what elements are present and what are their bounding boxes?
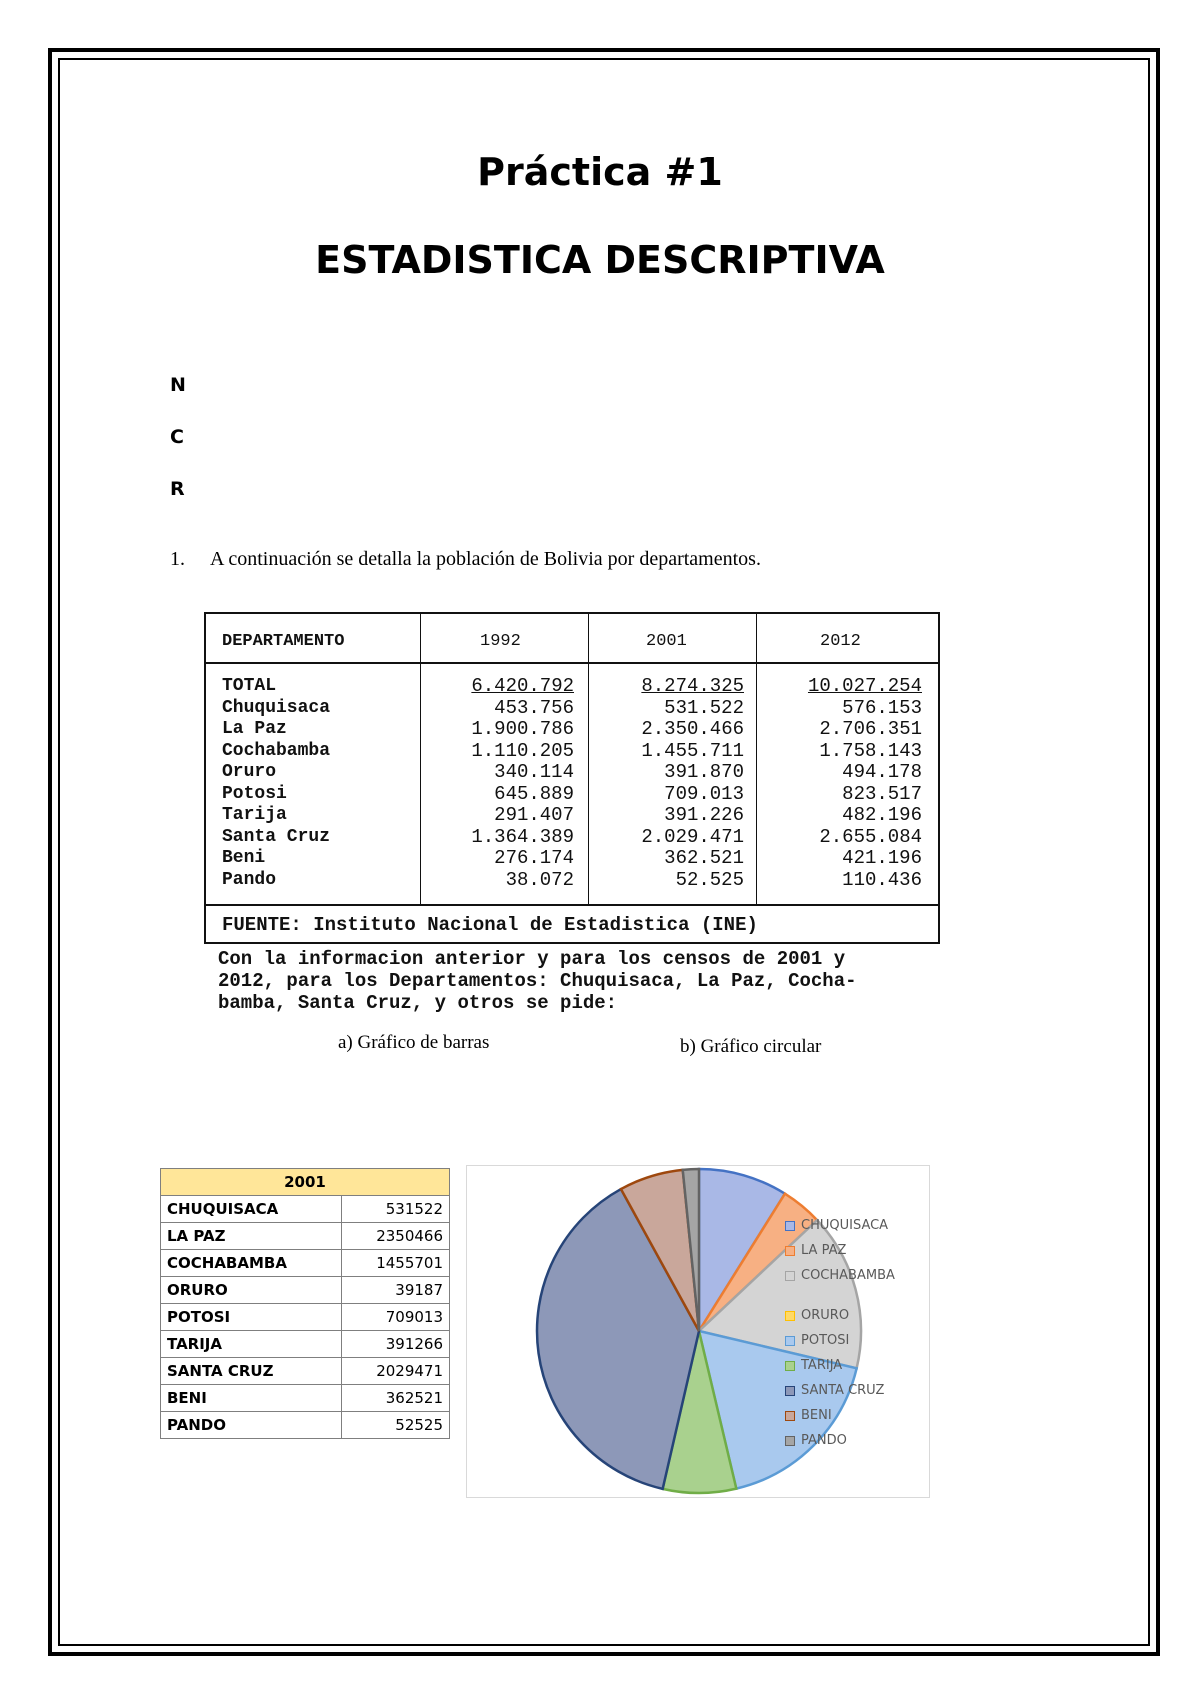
dept-la-paz: La Paz	[222, 719, 287, 739]
row-name: COCHABAMBA	[161, 1250, 342, 1277]
values-2012	[762, 676, 922, 891]
value-2012: 1.758.143	[819, 739, 922, 762]
question-text: A continuación se detalla la población de Bolivia por departamentos.	[210, 548, 761, 570]
table-row	[161, 1304, 450, 1331]
legend-label: ORURO	[801, 1308, 850, 1323]
table-row	[161, 1385, 450, 1412]
table-row	[161, 1331, 450, 1358]
dept-chuquisaca: Chuquisaca	[222, 697, 331, 718]
value-2012: 494.178	[842, 761, 922, 783]
row-name: LA PAZ	[161, 1223, 342, 1250]
value-1992: 276.174	[494, 847, 574, 869]
row-value: 709013	[342, 1304, 450, 1331]
department-list	[222, 676, 330, 891]
row-name: POTOSI	[161, 1304, 342, 1331]
value-2012: 482.196	[842, 804, 922, 826]
table-row	[161, 1196, 450, 1223]
legend-swatch	[785, 1336, 795, 1346]
legend-label: TARIJA	[801, 1358, 843, 1373]
value-2001: 709.013	[664, 782, 744, 805]
value-2001: 531.522	[664, 696, 744, 719]
legend-swatch	[785, 1311, 795, 1321]
row-name: PANDO	[161, 1412, 342, 1439]
dept-cochabamba: Cochabamba	[222, 740, 331, 761]
values-1992	[426, 676, 574, 891]
page-subtitle: ESTADISTICA DESCRIPTIVA	[315, 238, 885, 282]
header-2012: 2012	[820, 632, 861, 651]
dept-tarija: Tarija	[222, 805, 287, 825]
value-2012: 2.655.084	[819, 825, 922, 848]
value-1992: 645.889	[494, 782, 574, 805]
value-2001: 2.029.471	[641, 825, 744, 848]
legend-label: POTOSI	[801, 1333, 850, 1348]
task-pie-chart: b) Gráfico circular	[680, 1036, 822, 1057]
task-bar-chart: a) Gráfico de barras	[338, 1032, 490, 1053]
legend-swatch	[785, 1361, 795, 1371]
legend-swatch	[785, 1386, 795, 1396]
value-2012: 421.196	[842, 847, 922, 869]
instructions-line-2: 2012, para los Departamentos: Chuquisaca, La Paz, Cocha-	[218, 970, 857, 992]
row-value: 391266	[342, 1331, 450, 1358]
legend-swatch	[785, 1221, 795, 1231]
table-row	[161, 1223, 450, 1250]
row-name: TARIJA	[161, 1331, 342, 1358]
legend-label: CHUQUISACA	[801, 1218, 889, 1233]
dept-beni: Beni	[222, 848, 266, 868]
excel-2001-table	[160, 1168, 450, 1439]
header-2001: 2001	[646, 632, 687, 651]
table-row	[161, 1277, 450, 1304]
dept-pando: Pando	[222, 869, 277, 890]
value-2012-total: 10.027.254	[807, 675, 922, 697]
table-row	[161, 1412, 450, 1439]
value-2001: 1.455.711	[641, 739, 744, 762]
question-number: 1.	[170, 548, 185, 570]
row-name: SANTA CRUZ	[161, 1358, 342, 1385]
value-2001: 52.525	[675, 868, 744, 891]
dept-santa-cruz: Santa Cruz	[222, 826, 331, 847]
dept-oruro: Oruro	[222, 762, 277, 782]
page-title: Práctica #1	[477, 150, 723, 194]
value-1992: 291.407	[494, 804, 574, 826]
row-value: 1455701	[342, 1250, 450, 1277]
value-2001: 391.226	[664, 804, 744, 826]
legend-label: BENI	[801, 1408, 832, 1423]
initial-n: N	[170, 374, 186, 396]
table-row	[161, 1250, 450, 1277]
row-value: 2350466	[342, 1223, 450, 1250]
row-value: 52525	[342, 1412, 450, 1439]
scanned-population-table	[204, 612, 940, 944]
legend-swatch	[785, 1411, 795, 1421]
pie-chart-container	[466, 1165, 930, 1498]
value-2012: 823.517	[842, 782, 922, 805]
initial-c: C	[170, 426, 184, 448]
legend-label: PANDO	[801, 1433, 847, 1448]
legend-swatch	[785, 1436, 795, 1446]
instructions-paragraph	[218, 948, 1018, 1014]
value-2012: 110.436	[842, 868, 922, 891]
value-2001: 2.350.466	[641, 718, 744, 740]
row-name: CHUQUISACA	[161, 1196, 342, 1223]
excel-header-2001: 2001	[161, 1169, 450, 1196]
table-source: FUENTE: Instituto Nacional de Estadistica (INE)	[222, 914, 758, 936]
value-1992: 1.900.786	[471, 718, 574, 740]
initial-r: R	[170, 478, 185, 500]
dept-total: TOTAL	[222, 676, 277, 696]
row-name: BENI	[161, 1385, 342, 1412]
instructions-line-3: bamba, Santa Cruz, y otros se pide:	[218, 992, 618, 1014]
dept-potosi: Potosi	[222, 783, 287, 804]
value-2012: 576.153	[842, 696, 922, 719]
value-2012: 2.706.351	[819, 718, 922, 740]
value-2001: 362.521	[664, 847, 744, 869]
value-2001-total: 8.274.325	[641, 675, 744, 697]
value-1992: 1.364.389	[471, 825, 574, 848]
value-1992: 1.110.205	[471, 739, 574, 762]
header-1992: 1992	[480, 632, 521, 651]
value-1992: 38.072	[505, 868, 574, 891]
row-value: 531522	[342, 1196, 450, 1223]
row-value: 39187	[342, 1277, 450, 1304]
legend-label: LA PAZ	[801, 1243, 847, 1258]
row-value: 362521	[342, 1385, 450, 1412]
legend-swatch	[785, 1246, 795, 1256]
row-name: ORURO	[161, 1277, 342, 1304]
legend-label: SANTA CRUZ	[801, 1383, 885, 1398]
instructions-line-1: Con la informacion anterior y para los censos de 2001 y	[218, 948, 846, 970]
legend-label: COCHABAMBA	[801, 1268, 895, 1283]
legend-swatch	[785, 1271, 795, 1281]
header-departamento: DEPARTAMENTO	[222, 632, 345, 651]
values-2001	[594, 676, 744, 891]
value-1992: 340.114	[494, 761, 574, 783]
value-1992: 453.756	[494, 696, 574, 719]
question-1	[170, 548, 761, 571]
value-2001: 391.870	[664, 761, 744, 783]
row-value: 2029471	[342, 1358, 450, 1385]
table-row	[161, 1358, 450, 1385]
value-1992-total: 6.420.792	[471, 675, 574, 697]
